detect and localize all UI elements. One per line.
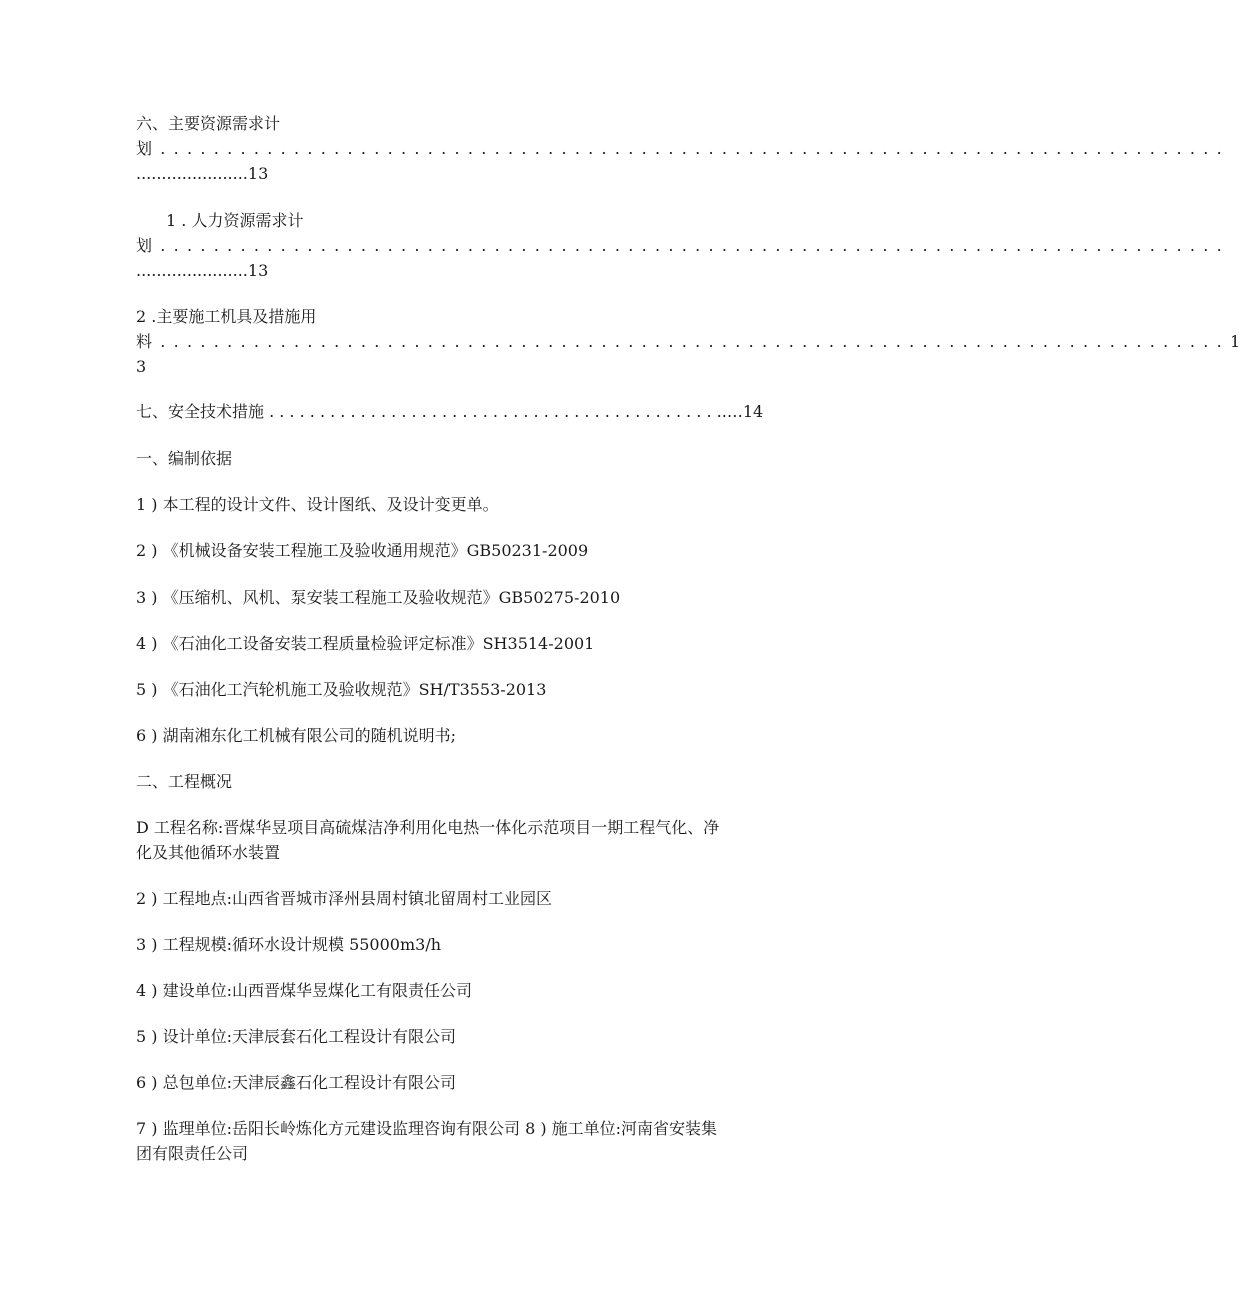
basis-item-5: 5 ) 《石油化工汽轮机施工及验收规范》SH/T3553-2013: [136, 680, 547, 699]
overview-item-6: 6 ) 总包单位:天津辰鑫石化工程设计有限公司: [136, 1073, 456, 1092]
overview-item-3: 3 ) 工程规模:循环水设计规模 55000m3∕h: [136, 935, 442, 954]
toc-item-6-1-line1: 1 . 人力资源需求计: [166, 211, 304, 230]
section1-title: 一、编制依据: [136, 449, 233, 468]
overview-item-2: 2 ) 工程地点:山西省晋城市泽州县周村镇北留周村工业园区: [136, 889, 552, 908]
basis-item-3: 3 ) 《压缩机、风机、泵安装工程施工及验收规范》GB50275-2010: [136, 588, 621, 607]
toc-item-6-2-line1: 2 .主要施工机具及措施用: [136, 307, 317, 326]
toc-item-6-1-line2: 划 . . . . . . . . . . . . . . . . . . . . . . . . . . . . . . . . . . . . . . . . . . . . . . . . . . . . . . . . . . . . . . . . . . . . . . . . . . . . . . . .: [136, 236, 1224, 255]
overview-item-5: 5 ) 设计单位:天津辰套石化工程设计有限公司: [136, 1027, 456, 1046]
toc-item-6-2-page: 3: [136, 357, 147, 376]
basis-item-4: 4 ) 《石油化工设备安装工程质量检验评定标准》SH3514-2001: [136, 634, 595, 653]
basis-item-1: 1 ) 本工程的设计文件、设计图纸、及设计变更单。: [136, 495, 499, 514]
basis-item-6: 6 ) 湖南湘东化工机械有限公司的随机说明书;: [136, 726, 456, 745]
toc-item-6-line1: 六、主要资源需求计: [136, 114, 281, 133]
section2-title: 二、工程概况: [136, 772, 233, 791]
overview-item-4: 4 ) 建设单位:山西晋煤华昱煤化工有限责任公司: [136, 981, 472, 1000]
overview-item-7-line2: 团有限责任公司: [136, 1144, 249, 1163]
toc-item-6-2-line2: 料 . . . . . . . . . . . . . . . . . . . . . . . . . . . . . . . . . . . . . . . . . . . . . . . . . . . . . . . . . . . . . . . . . . . . . . . . . . . . . . . . 1: [136, 332, 1242, 351]
overview-item-1-line2: 化及其他循环水装置: [136, 843, 281, 862]
basis-item-2: 2 ) 《机械设备安装工程施工及验收通用规范》GB50231-2009: [136, 541, 589, 560]
toc-item-6-1-page: ......................13: [136, 261, 269, 280]
toc-item-6-line2: 划 . . . . . . . . . . . . . . . . . . . . . . . . . . . . . . . . . . . . . . . . . . . . . . . . . . . . . . . . . . . . . . . . . . . . . . . . . . . . . . . .: [136, 139, 1224, 158]
overview-item-7-line1: 7 ) 监理单位:岳阳长岭炼化方元建设监理咨询有限公司 8 ) 施工单位:河南省安装集: [136, 1119, 718, 1138]
toc-item-7: 七、安全技术措施 . . . . . . . . . . . . . . . . . . . . . . . . . . . . . . . . . . . . . . . . . . . . ..…14: [136, 402, 764, 421]
overview-item-1-line1: D 工程名称:晋煤华昱项目高硫煤洁净利用化电热一体化示范项目一期工程气化、净: [136, 818, 720, 837]
toc-item-6-page: ......................13: [136, 164, 269, 183]
